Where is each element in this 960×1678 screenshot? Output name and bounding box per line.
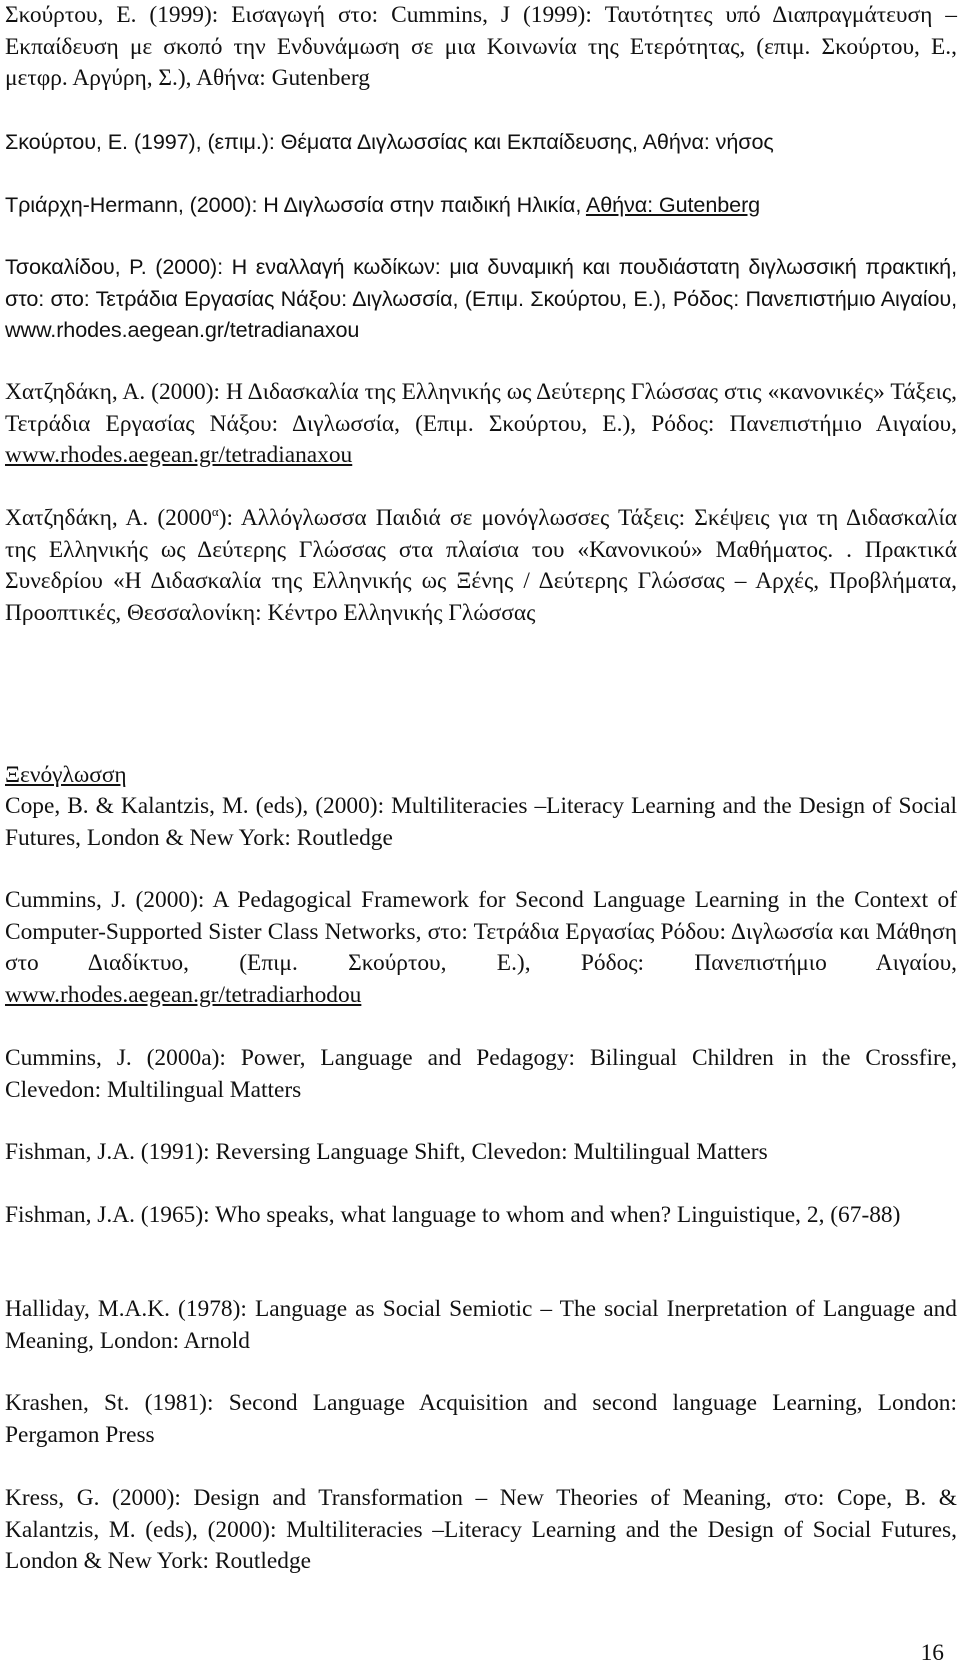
tetradiarhodou-link[interactable]: www.rhodes.aegean.gr/tetradiarhodou [5, 981, 362, 1008]
reference-chatzidaki-2000 [5, 377, 957, 472]
reference-skourtou-1997: Σκούρτου, Ε. (1997), (επιμ.): Θέματα Διγλωσσίας και Εκπαίδευσης, Αθήνα: νήσος [5, 129, 774, 154]
reference-krashen: Krashen, St. (1981): Second Language Acquisition and second language Learning, London: Pergamon Press [5, 1390, 957, 1448]
reference-fishman-1991: Fishman, J.A. (1991): Reversing Language Shift, Clevedon: Multilingual Matters [5, 1139, 768, 1165]
reference-chatzidaki-2000a-pre: Χατζηδάκη, Α. (2000 [5, 505, 212, 531]
reference-cope-kalantzis: Cope, B. & Kalantzis, M. (eds), (2000): Multiliteracies –Literacy Learning and the Design of Social Futures, London & New York: Routledge [5, 793, 957, 851]
reference-tsokalidou: Τσοκαλίδου, Ρ. (2000): Η εναλλαγή κωδίκων: μια δυναμική και πουδιάστατη διγλωσσική πρακτική, στο: στο: Τετράδια Εργασίας Νάξου: Διγλωσσία, (Επιμ. Σκούρτου, Ε.), Ρόδος: Πανεπιστήμιο Αιγαίου, www.rhodes.aegean.gr/tetradianaxou [5, 254, 957, 342]
reference-skourtou-1999: Σκούρτου, Ε. (1999): Εισαγωγή στο: Cummins, J (1999): Ταυτότητες υπό Διαπραγμάτευση –Εκπαίδευση με σκοπό την Ενδυνάμωση σε μια Κοινωνία της Ετερότητας, (επιμ. Σκούρτου, Ε., μετφρ. Αργύρη, Σ.), Αθήνα: Gutenberg [5, 2, 957, 91]
reference-cummins-2000-text: Cummins, J. (2000): A Pedagogical Framework for Second Language Learning in the Context of Computer-Supported Sister Class Networks, στο: Τετράδια Εργασίας Ρόδου: Διγλωσσία και Μάθηση στο Διαδίκτυο, (Επιμ. Σκούρτου, Ε.), Ρόδος: Πανεπιστήμιο Αιγαίου, [5, 887, 957, 976]
section-heading-foreign: Ξενόγλωσση [5, 762, 127, 788]
reference-kress: Kress, G. (2000): Design and Transformation – New Theories of Meaning, στο: Cope, B. & Kalantzis, M. (eds), (2000): Multiliteracies –Literacy Learning and the Design of Social Futures, London & New York: Routledge [5, 1485, 957, 1574]
reference-fishman-1965: Fishman, J.A. (1965): Who speaks, what language to whom and when? Linguistique, 2, (67-88) [5, 1202, 901, 1228]
reference-triarchi-text: Τριάρχη-Hermann, (2000): Η Διγλωσσία στην παιδική Ηλικία, [5, 192, 586, 217]
reference-chatzidaki-2000a-post: ): Αλλόγλωσσα Παιδιά σε μονόγλωσσες Τάξεις: Σκέψεις για τη Διδασκαλία της Ελληνικής ως Δεύτερης Γλώσσας στα πλαίσια του «Κανονικού» Μαθήματος. . Πρακτικά Συνεδρίου «Η Διδασκαλία της Ελληνικής ως Ξένης / Δεύτερης Γλώσσας – Αρχές, Προβλήματα, Προοπτικές, Θεσσαλονίκη: Κέντρο Ελληνικής Γλώσσας [5, 505, 957, 626]
reference-cummins-2000a: Cummins, J. (2000a): Power, Language and Pedagogy: Bilingual Children in the Crossfire, Clevedon: Multilingual Matters [5, 1045, 957, 1103]
tetradianaxou-link[interactable]: www.rhodes.aegean.gr/tetradianaxou [5, 442, 353, 468]
reference-triarchi-hermann [5, 189, 957, 221]
reference-halliday: Halliday, M.A.K. (1978): Language as Social Semiotic – The social Inerpretation of Language and Meaning, London: Arnold [5, 1296, 957, 1354]
page-number: 16 [920, 1640, 944, 1666]
reference-chatzidaki-2000a [5, 503, 957, 629]
superscript-alpha: α [211, 504, 219, 520]
reference-cummins-2000 [5, 885, 957, 1011]
triarchi-publisher-link[interactable]: Αθήνα: Gutenberg [585, 192, 761, 217]
reference-chatzidaki-2000-text: Χατζηδάκη, Α. (2000): Η Διδασκαλία της Ελληνικής ως Δεύτερης Γλώσσας στις «κανονικές» Τάξεις, Τετράδια Εργασίας Νάξου: Διγλωσσία, (Επιμ. Σκούρτου, Ε.), Ρόδος: Πανεπιστήμιο Αιγαίου, [5, 379, 957, 437]
